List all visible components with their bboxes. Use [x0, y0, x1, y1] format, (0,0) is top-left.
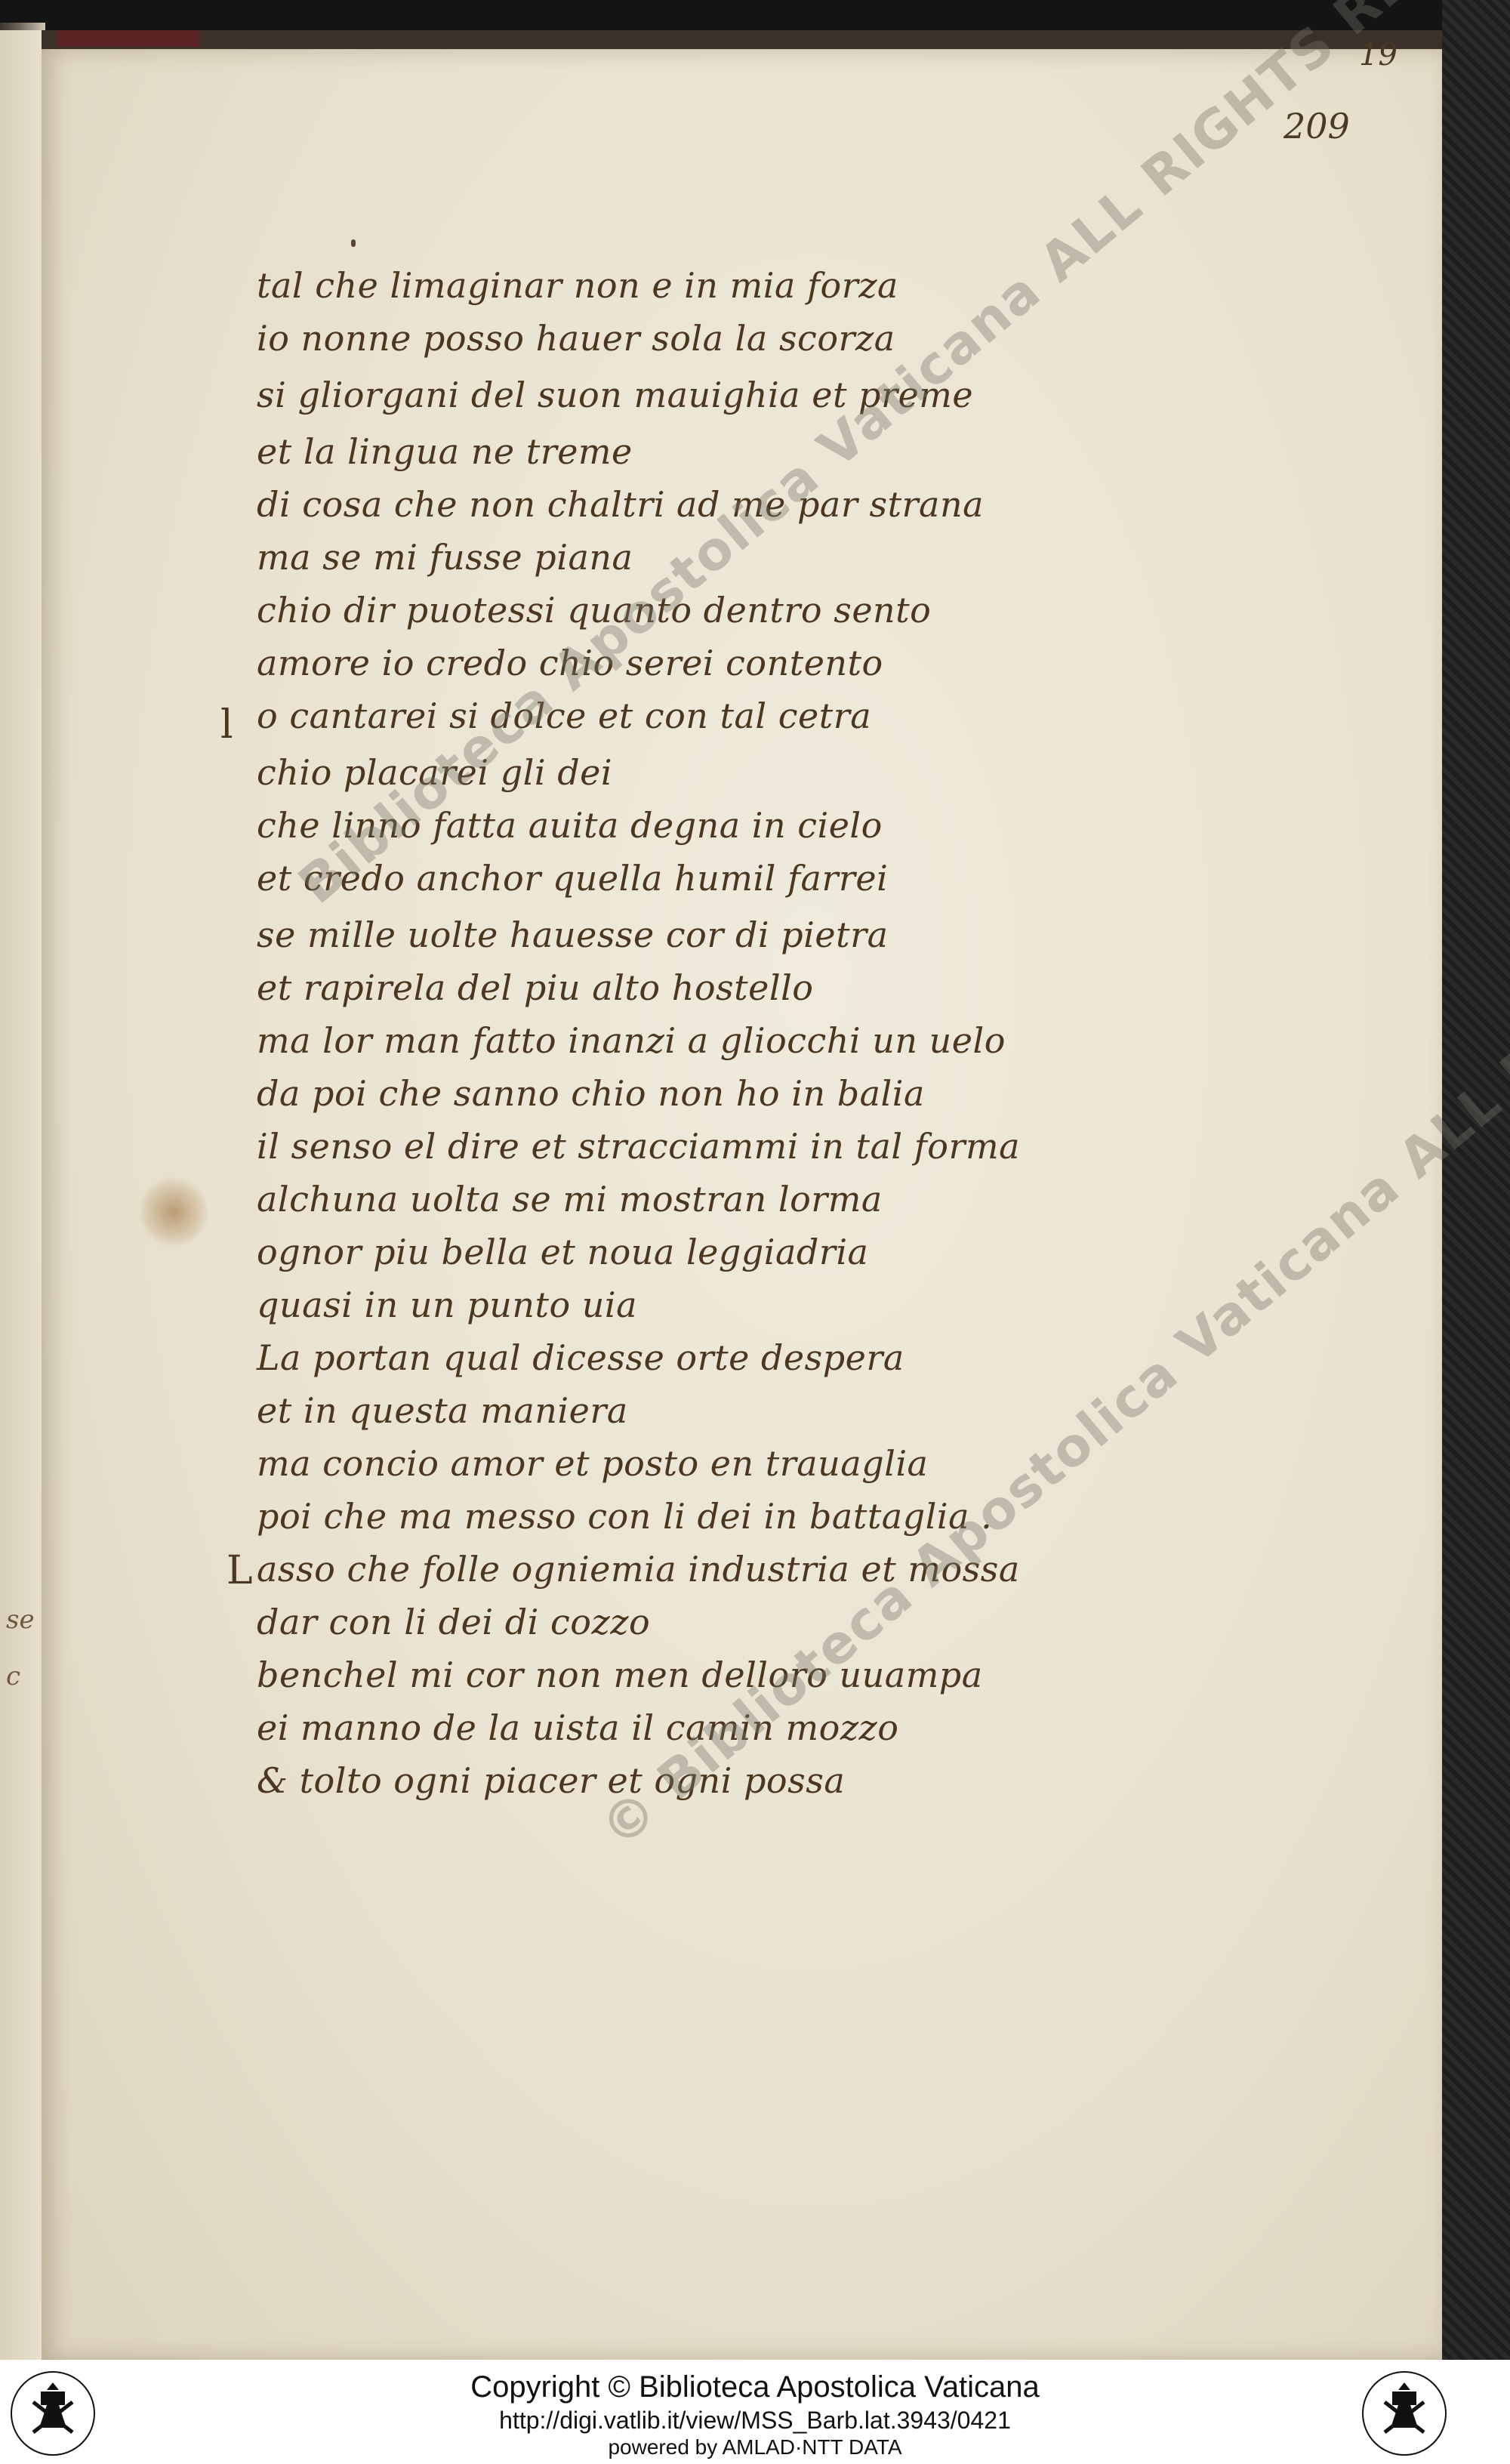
facing-page-marginalia: se — [6, 1605, 35, 1635]
text-line: se mille uolte hauesse cor di pietra — [257, 914, 889, 955]
watermark-lower: © Biblioteca Apostolica Vaticana ALL — [589, 1070, 1510, 1860]
text-line: il senso el dire et stracciammi in tal forma — [257, 1126, 1020, 1167]
red-leather-strip — [57, 30, 200, 47]
text-line: chio dir puotessi quanto dentro sento — [257, 590, 932, 631]
folio-number: 209 — [1284, 106, 1350, 146]
parchment-stain — [140, 1174, 208, 1250]
text-line: benchel mi cor non men delloro uuampa — [257, 1654, 983, 1695]
text-line: asso che folle ogniemia industria et mossa — [257, 1549, 1020, 1590]
text-line: ma se mi fusse piana — [257, 537, 633, 578]
section-marker: L — [226, 1548, 253, 1593]
text-line: dar con li dei di cozzo — [257, 1602, 651, 1642]
text-line: et la lingua ne treme — [257, 431, 633, 472]
text-line: ei manno de la uista il camin mozzo — [257, 1707, 899, 1748]
text-line: ognor piu bella et noua leggiadria — [257, 1232, 869, 1272]
text-line: o cantarei si dolce et con tal cetra — [257, 695, 872, 736]
text-line: et credo anchor quella humil farrei — [257, 858, 889, 899]
scan-background — [1442, 0, 1510, 2360]
footer-bar — [0, 2360, 1510, 2464]
text-line: alchuna uolta se mi mostran lorma — [257, 1179, 883, 1220]
text-line: si gliorgani del suon mauighia et preme — [257, 375, 974, 415]
text-line: da poi che sanno chio non ho in balia — [257, 1073, 925, 1114]
ink-mark — [351, 239, 356, 247]
text-line: io nonne posso hauer sola la scorza — [257, 318, 895, 359]
powered-by-text: powered by AMLAD·NTT DATA — [608, 2435, 902, 2459]
text-line: ma lor man fatto inanzi a gliocchi un uelo — [257, 1020, 1006, 1061]
text-line: La portan qual dicesse orte despera — [257, 1337, 904, 1378]
copyright-notice: Copyright © Biblioteca Apostolica Vaticana — [470, 2370, 1040, 2404]
facing-page-marginalia: c — [6, 1661, 21, 1691]
text-line: che linno fatta auita degna in cielo — [257, 805, 883, 846]
text-line: & tolto ogni piacer et ogni possa — [257, 1760, 846, 1801]
text-line: di cosa che non chaltri ad me par strana — [257, 484, 985, 525]
text-line: tal che limaginar non e in mia forza — [257, 265, 898, 306]
text-line: ma concio amor et posto en trauaglia — [257, 1443, 929, 1484]
text-line: quasi in un punto uia — [257, 1284, 638, 1325]
folio-top-mark: 19 — [1359, 38, 1398, 72]
text-line: chio placarei gli dei — [257, 752, 613, 793]
source-url-link[interactable]: http://digi.vatlib.it/view/MSS_Barb.lat.3943/0421 — [499, 2407, 1011, 2434]
text-line: poi che ma messo con li dei in battaglia . — [257, 1496, 993, 1537]
text-line: et rapirela del piu alto hostello — [257, 967, 814, 1008]
text-line: et in questa maniera — [257, 1390, 628, 1431]
text-line: amore io credo chio serei contento — [257, 643, 883, 683]
watermark-upper: Biblioteca Apostolica Vaticana ALL RIGHTS — [287, 12, 1347, 916]
section-marker: l — [220, 702, 233, 748]
